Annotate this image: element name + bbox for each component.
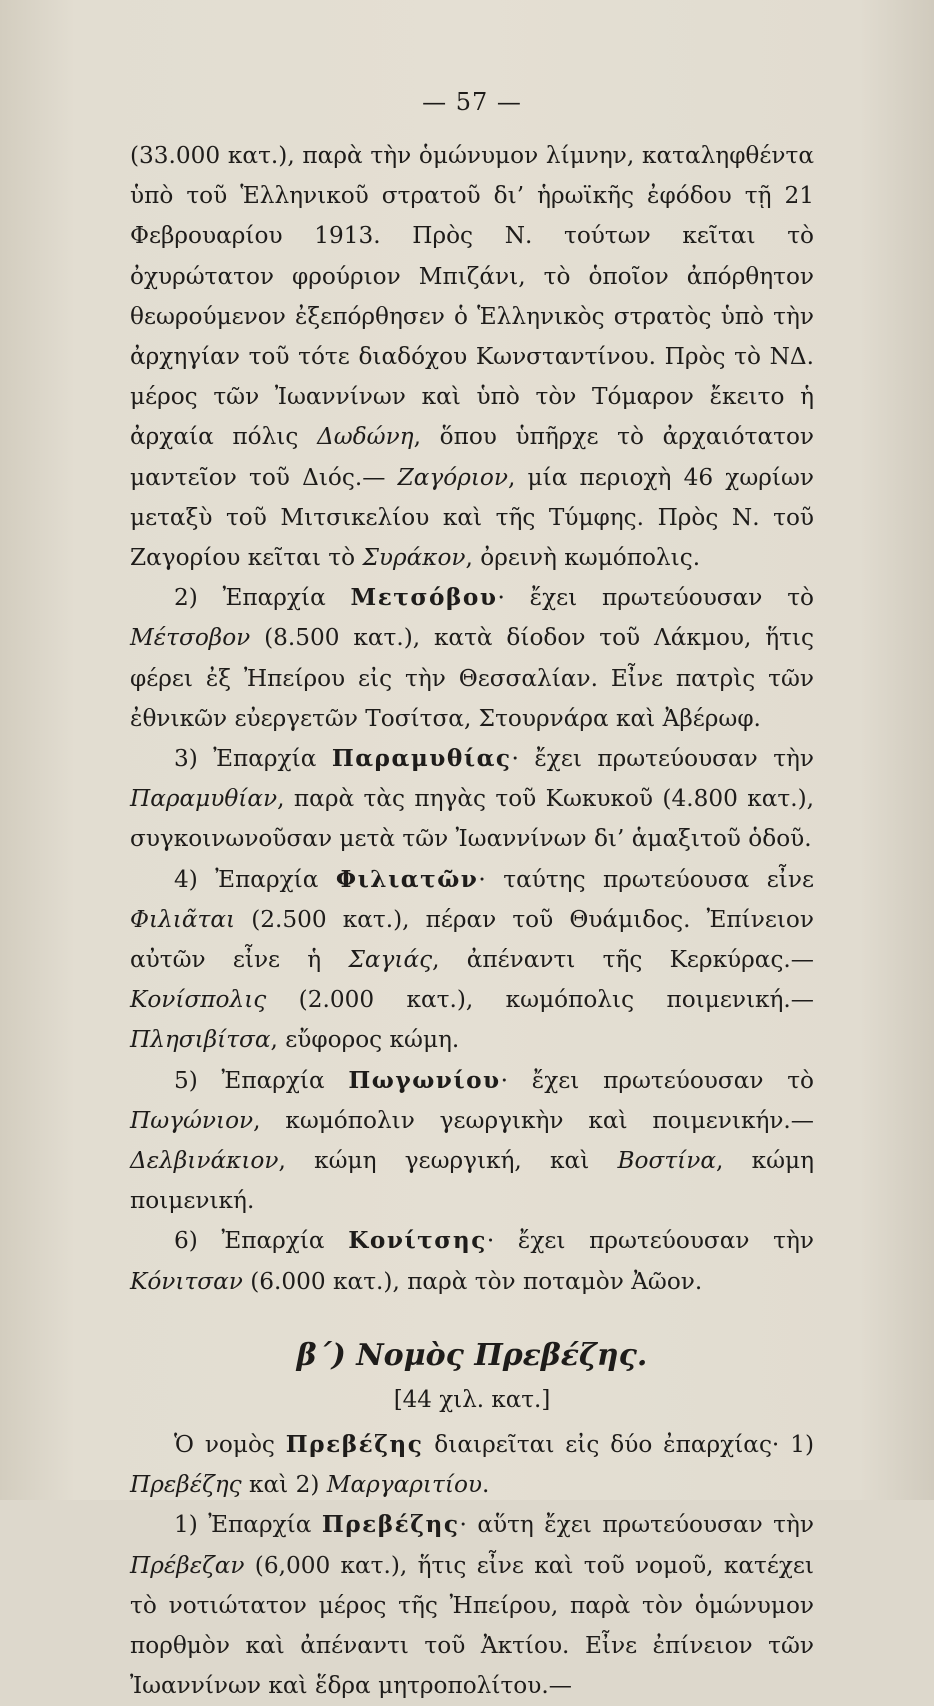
place-name: Μαργαριτίου — [326, 1471, 482, 1499]
paragraph-text: 4) Ἐπαρχία — [174, 865, 336, 893]
place-name: Πρέβεζαν — [130, 1551, 245, 1579]
paragraph-text: , μία περιοχὴ 46 χωρίων μεταξὺ τοῦ Μιτσικελίου καὶ τῆς Τύμφης. Πρὸς Ν. τοῦ Ζαγορίου κεῖται τὸ — [130, 463, 814, 572]
paragraph-text: · ταύτης πρωτεύουσα εἶνε — [478, 865, 814, 893]
section-title: β΄) Νομὸς Πρεβέζης. — [296, 1337, 648, 1373]
paragraph-text: (2.000 κατ.), κωμόπολις ποιμενική.— — [266, 986, 814, 1014]
place-name: Πρεβέζης — [130, 1471, 242, 1499]
paragraph-text: , κώμη γεωργική, καὶ — [278, 1147, 618, 1175]
province-name: Πρεβέζης — [285, 1430, 424, 1458]
paragraph-text: (6.000 κατ.), παρὰ τὸν ποταμὸν Ἀῶον. — [242, 1267, 703, 1295]
paragraph-text: · ἔχει πρωτεύουσαν τὸ — [500, 1066, 814, 1094]
paragraph — [130, 1505, 814, 1706]
paragraph — [130, 860, 814, 1061]
province-name: Πρεβέζης — [321, 1511, 460, 1539]
place-name: Συράκον — [362, 544, 466, 572]
paragraph-text: 2) Ἐπαρχία — [174, 584, 351, 612]
paragraph-text: διαιρεῖται εἰς δύο ἐπαρχίας· 1) — [423, 1430, 814, 1458]
paragraph-text: , ἀπέναντι τῆς Κερκύρας.— — [432, 946, 814, 974]
place-name: Δωδώνη — [317, 423, 414, 451]
paragraph-text: , κώμη ποιμενική. — [130, 1147, 814, 1215]
paragraph-text: · ἔχει πρωτεύουσαν τὴν — [511, 745, 815, 773]
province-name: Παραμυθίας — [331, 745, 512, 773]
paragraph — [130, 1061, 814, 1222]
paragraph-text: 3) Ἐπαρχία — [174, 745, 332, 773]
paragraph-text: καὶ 2) — [241, 1471, 327, 1499]
paragraph-text: (6,000 κατ.), ἥτις εἶνε καὶ τοῦ νομοῦ, κατέχει τὸ νοτιώτατον μέρος τῆς Ἠπείρου, παρὰ τὸν ὁμώνυμον πορθμὸν καὶ ἀπέναντι τοῦ Ἀκτίου. Εἶνε ἐπίνειον τῶν Ἰωαννίνων καὶ ἕδρα μητροπολίτου.— — [130, 1551, 814, 1700]
place-name: Βοστίνα — [617, 1147, 717, 1175]
place-name: Κονίσπολις — [130, 986, 267, 1014]
place-name: Ζαγόριον — [397, 463, 508, 491]
place-name: Δελβινάκιον — [130, 1147, 279, 1175]
paragraph-text: · ἔχει πρωτεύουσαν τὸ — [497, 584, 814, 612]
paragraph — [130, 136, 814, 578]
place-name: Μέτσοβον — [130, 624, 251, 652]
paragraph-text: , εὔφορος κώμη. — [270, 1026, 460, 1054]
province-name: Πωγωνίου — [348, 1066, 501, 1094]
place-name: Πωγώνιον — [130, 1106, 254, 1134]
paragraph — [130, 1425, 814, 1505]
place-name: Κόνιτσαν — [130, 1267, 243, 1295]
paragraph-text: , κωμόπολιν γεωργικὴν καὶ ποιμενικήν.— — [253, 1106, 814, 1134]
preveza-provinces-text — [130, 1425, 814, 1706]
province-name: Φιλιατῶν — [335, 865, 479, 893]
paragraph — [130, 739, 814, 860]
paragraph-text: 5) Ἐπαρχία — [174, 1066, 349, 1094]
place-name: Παραμυθίαν — [130, 785, 278, 813]
paragraph-text: (8.500 κατ.), κατὰ δίοδον τοῦ Λάκμου, ἥτις φέρει ἐξ Ἠπείρου εἰς τὴν Θεσσαλίαν. Εἶνε πατρὶς τῶν ἐθνικῶν εὐεργετῶν Τοσίτσα, Στουρνάρα καὶ Ἀβέρωφ. — [130, 624, 814, 732]
place-name: Φιλιᾶται — [130, 905, 236, 933]
place-name: Σαγιάς — [348, 946, 433, 974]
paragraph-text: 1) Ἐπαρχία — [174, 1511, 322, 1539]
paragraph-text: · αὕτη ἔχει πρωτεύουσαν τὴν — [459, 1511, 814, 1539]
paragraph-text: · ἔχει πρωτεύουσαν τὴν — [486, 1227, 814, 1255]
province-name: Κονίτσης — [348, 1227, 487, 1255]
paragraph-text: Ὁ νομὸς — [174, 1430, 286, 1458]
paragraph-text: (2.500 κατ.), πέραν τοῦ Θυάμιδος. Ἐπίνειον αὐτῶν εἶνε ἡ — [130, 905, 814, 974]
paragraph-text: , παρὰ τὰς πηγὰς τοῦ Κωκυκοῦ (4.800 κατ.), συγκοινωνοῦσαν μετὰ τῶν Ἰωαννίνων δι’ ἁμαξιτοῦ ὁδοῦ. — [130, 785, 814, 853]
paragraph — [130, 578, 814, 739]
page-number: — 57 — — [422, 88, 522, 116]
paragraph-text: , ὀρεινὴ κωμόπολις. — [465, 544, 701, 572]
paragraph-text: . — [482, 1471, 490, 1499]
paragraph-text: (33.000 κατ.), παρὰ τὴν ὁμώνυμον λίμνην, καταληφθέντα ὑπὸ τοῦ Ἑλληνικοῦ στρατοῦ δι’ ἡρωϊκῆς ἐφόδου τῇ 21 Φεβρουαρίου 1913. Πρὸς Ν. τούτων κεῖται τὸ ὀχυρώτατον φρούριον Μπιζάνι, τὸ ὁποῖον ἀπόρθητον θεωρούμενον ἐξεπόρθησεν ὁ Ἑλληνικὸς στρατὸς ὑπὸ τὴν ἀρχηγίαν τοῦ τότε διαδόχου Κωνσταντίνου. Πρὸς τὸ ΝΔ. μέρος τῶν Ἰωαννίνων καὶ ὑπὸ τὸν Τόμαρον ἔκειτο ἡ ἀρχαία πόλις — [130, 142, 814, 451]
province-name: Μετσόβου — [350, 584, 498, 612]
paragraph-text: 6) Ἐπαρχία — [174, 1227, 349, 1255]
ioannina-provinces-text — [130, 136, 814, 1302]
section-area: [44 χιλ. κατ.] — [393, 1386, 551, 1413]
paragraph — [130, 1221, 814, 1301]
place-name: Πλησιβίτσα — [130, 1026, 271, 1054]
paragraph-text: , ὅπου ὑπῆρχε τὸ ἀρχαιότατον μαντεῖον τοῦ Διός.— — [130, 423, 814, 491]
